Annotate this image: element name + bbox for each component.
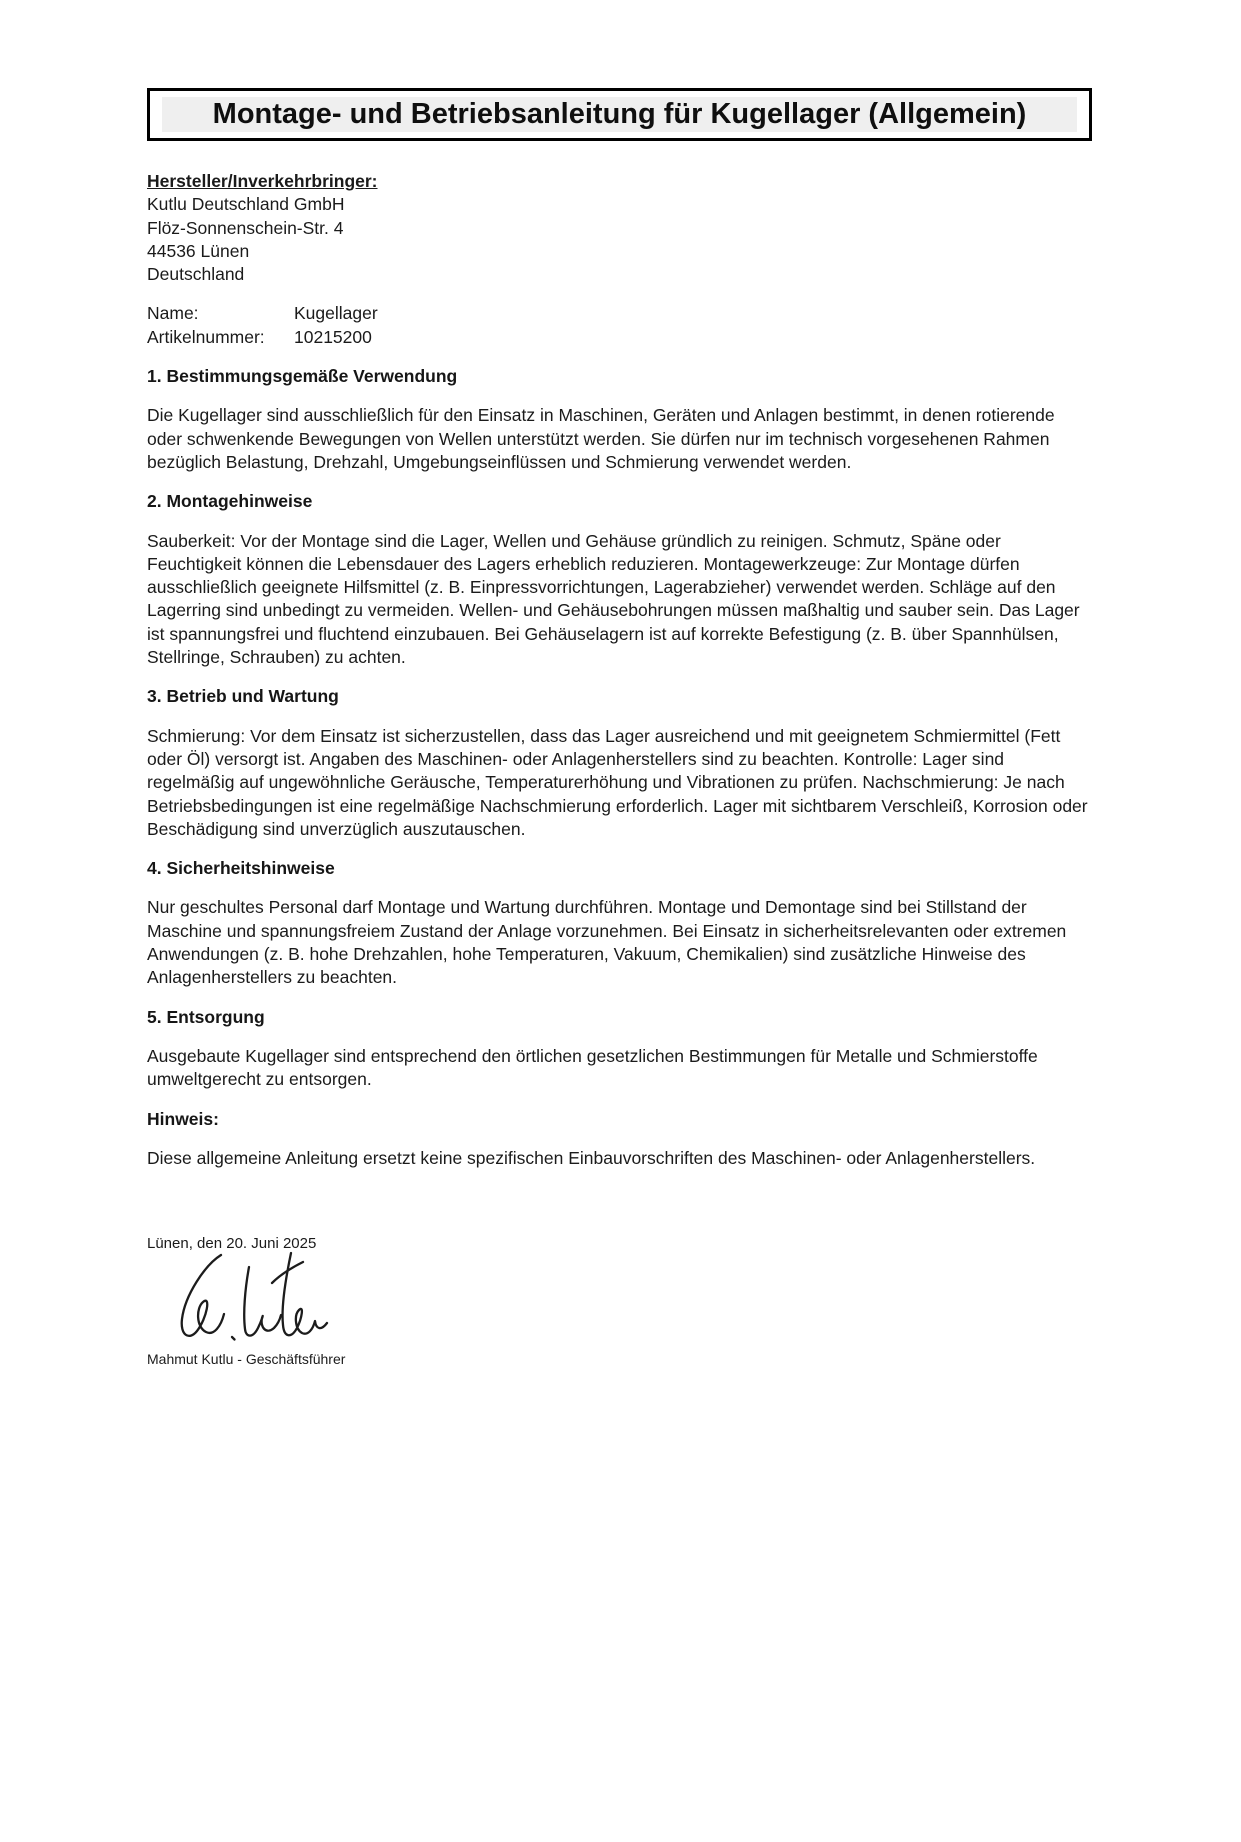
section-heading: 5. Entsorgung [147, 1006, 265, 1027]
sections [147, 365, 1092, 1170]
manufacturer-block [147, 170, 1092, 286]
product-info-block [147, 302, 1092, 349]
section-heading: 2. Montagehinweise [147, 491, 313, 512]
page-title: Montage- und Betriebsanleitung für Kugellager (Allgemein) [162, 97, 1077, 132]
section-body: Sauberkeit: Vor der Montage sind die Lager, Wellen und Gehäuse gründlich zu reinigen. Schmutz, Späne oder Feuchtigkeit können die Lebensdauer des Lagers erheblich reduzieren. Montagewerkzeuge: Zur Montage dürfen ausschließlich geeignete Hilfsmittel (z. B. Einpressvorrichtungen, Lagerabzieher) verwendet werden. Schläge auf den Lagerring sind unbedingt zu vermeiden. Wellen- und Gehäusebohrungen müssen maßhaltig und sauber sein. Das Lager ist spannungsfrei und fluchtend einzubauen. Bei Gehäuselagern ist auf korrekte Befestigung (z. B. über Spannhülsen, Stellringe, Schrauben) zu achten. [147, 530, 1080, 668]
document-page [147, 88, 1092, 1368]
section-heading: 3. Betrieb und Wartung [147, 686, 339, 707]
product-name-value: Kugellager [294, 303, 378, 324]
product-name-row [147, 302, 1092, 325]
section-heading: Hinweis: [147, 1108, 219, 1129]
section-safety-notes [147, 857, 1092, 989]
manufacturer-heading: Hersteller/Inverkehrbringer: [147, 171, 378, 191]
section-intended-use [147, 365, 1092, 474]
section-body: Ausgebaute Kugellager sind entsprechend den örtlichen gesetzlichen Bestimmungen für Metalle und Schmierstoffe umweltgerecht zu entsorgen. [147, 1045, 1038, 1090]
manufacturer-city: 44536 Lünen [147, 240, 250, 261]
section-operation-maintenance [147, 685, 1092, 841]
section-note [147, 1108, 1092, 1171]
manufacturer-street: Flöz-Sonnenschein-Str. 4 [147, 217, 344, 238]
section-heading: 1. Bestimmungsgemäße Verwendung [147, 366, 458, 387]
section-body: Schmierung: Vor dem Einsatz ist sicherzustellen, dass das Lager ausreichend und mit geeignetem Schmiermittel (Fett oder Öl) versorgt ist. Angaben des Maschinen- oder Anlagenherstellers sind zu beachten. Kontrolle: Lager sind regelmäßig auf ungewöhnliche Geräusche, Temperaturerhöhung und Vibrationen zu prüfen. Nachschmierung: Je nach Betriebsbedingungen ist eine regelmäßige Nachschmierung erforderlich. Lager mit sichtbarem Verschleiß, Korrosion oder Beschädigung sind unverzüglich auszutauschen. [147, 725, 1088, 839]
article-number-value: 10215200 [294, 326, 372, 347]
article-number-label: Artikelnummer: [147, 326, 265, 347]
title-box [147, 88, 1092, 141]
section-body: Nur geschultes Personal darf Montage und Wartung durchführen. Montage und Demontage sind bei Stillstand der Maschine und spannungsfreiem Zustand der Anlage vorzunehmen. Bei Einsatz in sicherheitsrelevanten oder extremen Anwendungen (z. B. hohe Drehzahlen, hohe Temperaturen, Vakuum, Chemikalien) sind zusätzliche Hinweise des Anlagenherstellers zu beachten. [147, 897, 1067, 988]
manufacturer-name: Kutlu Deutschland GmbH [147, 194, 345, 215]
section-heading: 4. Sicherheitshinweise [147, 858, 335, 879]
article-number-row [147, 326, 1092, 349]
signer-name: Mahmut Kutlu - Geschäftsführer [147, 1351, 346, 1368]
section-body: Die Kugellager sind ausschließlich für den Einsatz in Maschinen, Geräten und Anlagen bestimmt, in denen rotierende oder schwenkende Bewegungen von Wellen unterstützt werden. Sie dürfen nur im technisch vorgesehenen Rahmen bezüglich Belastung, Drehzahl, Umgebungseinflüssen und Schmierung verwendet werden. [147, 405, 1055, 472]
section-body: Diese allgemeine Anleitung ersetzt keine spezifischen Einbauvorschriften des Maschinen- oder Anlagenherstellers. [147, 1147, 1036, 1168]
manufacturer-country: Deutschland [147, 264, 245, 285]
signature-image [169, 1251, 334, 1346]
signature-block [147, 1232, 1092, 1368]
section-disposal [147, 1006, 1092, 1092]
product-name-label: Name: [147, 303, 199, 324]
section-mounting-notes [147, 490, 1092, 669]
place-date: Lünen, den 20. Juni 2025 [147, 1235, 317, 1253]
